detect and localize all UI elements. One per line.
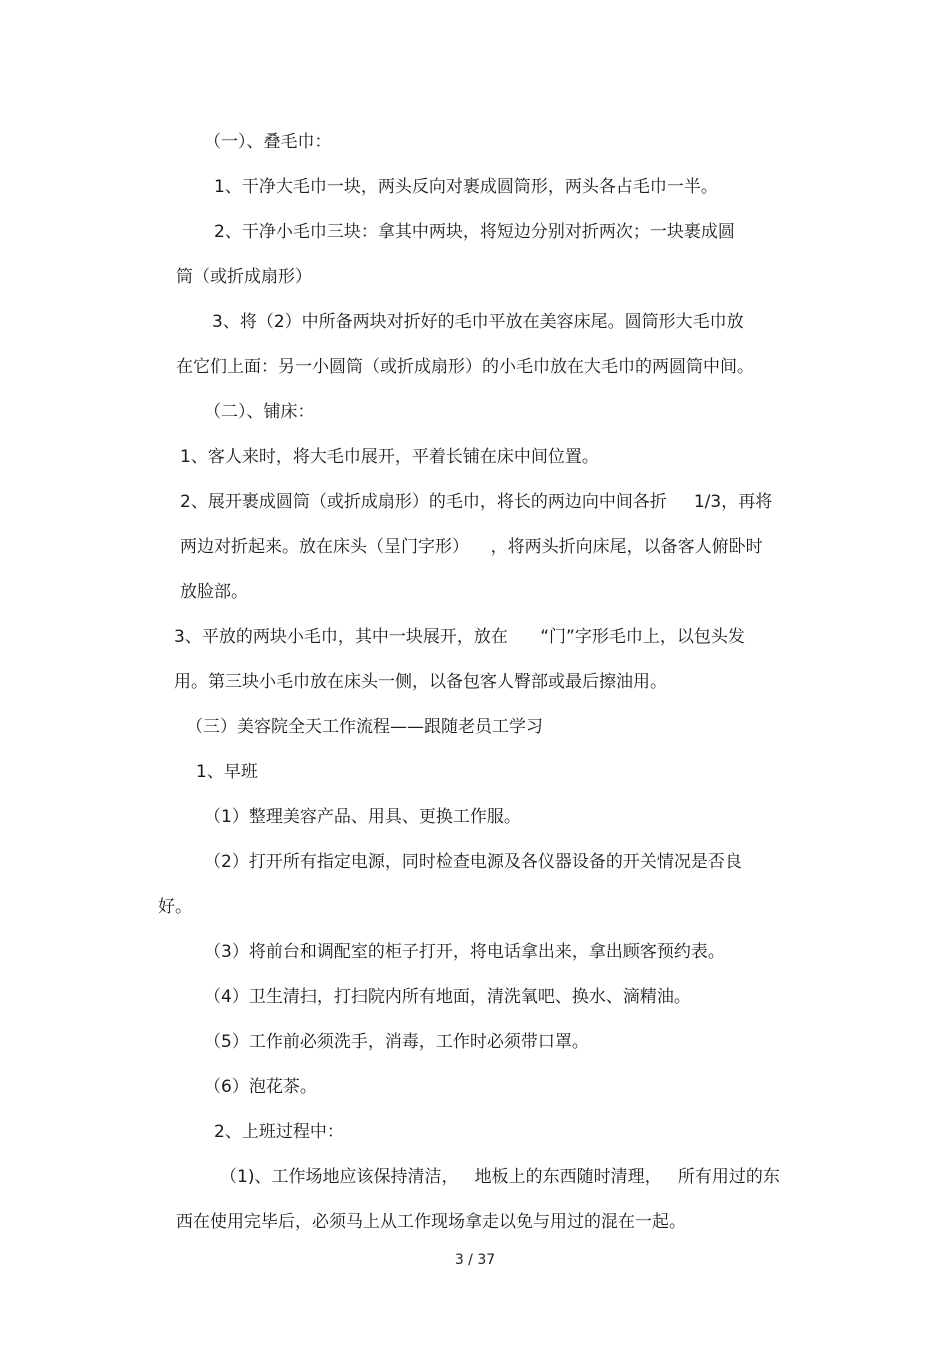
body-line: 1、客人来时，将大毛巾展开，平着长铺在床中间位置。	[180, 447, 599, 467]
list-item: （5）工作前必须洗手，消毒，工作时必须带口罩。	[204, 1032, 589, 1052]
list-item: （4）卫生清扫，打扫院内所有地面，清洗氧吧、换水、滴精油。	[204, 987, 691, 1007]
list-item: （6）泡花茶。	[204, 1077, 317, 1097]
body-line: 好。	[158, 897, 192, 917]
body-line: 放脸部。	[180, 582, 248, 602]
body-line: 用。第三块小毛巾放在床头一侧，以备包客人臀部或最后擦油用。	[174, 672, 667, 692]
body-line: 1、干净大毛巾一块，两头反向对裹成圆筒形，两头各占毛巾一半。	[214, 177, 718, 197]
heading-make-bed: （二）、铺床：	[204, 402, 315, 422]
body-line: 西在使用完毕后，必须马上从工作现场拿走以免与用过的混在一起。	[176, 1212, 686, 1232]
body-line: 2、干净小毛巾三块：拿其中两块，将短边分别对折两次；一块裹成圆	[214, 222, 735, 242]
subheading-during-shift: 2、上班过程中：	[214, 1122, 344, 1142]
body-line: 2、展开裹成圆筒（或折成扇形）的毛巾，将长的两边向中间各折 1/3，再将	[180, 492, 773, 512]
list-item: （1)、工作场地应该保持清洁， 地板上的东西随时清理， 所有用过的东	[220, 1167, 780, 1187]
heading-fold-towels: （一）、叠毛巾：	[204, 132, 332, 152]
subheading-morning-shift: 1、早班	[196, 762, 258, 782]
body-line: 两边对折起来。放在床头（呈门字形） ，将两头折向床尾，以备客人俯卧时	[180, 537, 763, 557]
page-number: 3 / 37	[454, 1252, 496, 1268]
heading-daily-workflow: （三）美容院全天工作流程——跟随老员工学习	[186, 717, 543, 737]
list-item: （2）打开所有指定电源，同时检查电源及各仪器设备的开关情况是否良	[204, 852, 742, 872]
list-item: （3）将前台和调配室的柜子打开，将电话拿出来，拿出顾客预约表。	[204, 942, 725, 962]
body-line: 筒（或折成扇形）	[176, 267, 312, 287]
list-item: （1）整理美容产品、用具、更换工作服。	[204, 807, 521, 827]
body-line: 在它们上面：另一小圆筒（或折成扇形）的小毛巾放在大毛巾的两圆筒中间。	[176, 357, 754, 377]
body-line: 3、将（2）中所备两块对折好的毛巾平放在美容床尾。圆筒形大毛巾放	[212, 312, 744, 332]
body-line: 3、平放的两块小毛巾，其中一块展开，放在 “门”字形毛巾上，以包头发	[174, 627, 745, 647]
